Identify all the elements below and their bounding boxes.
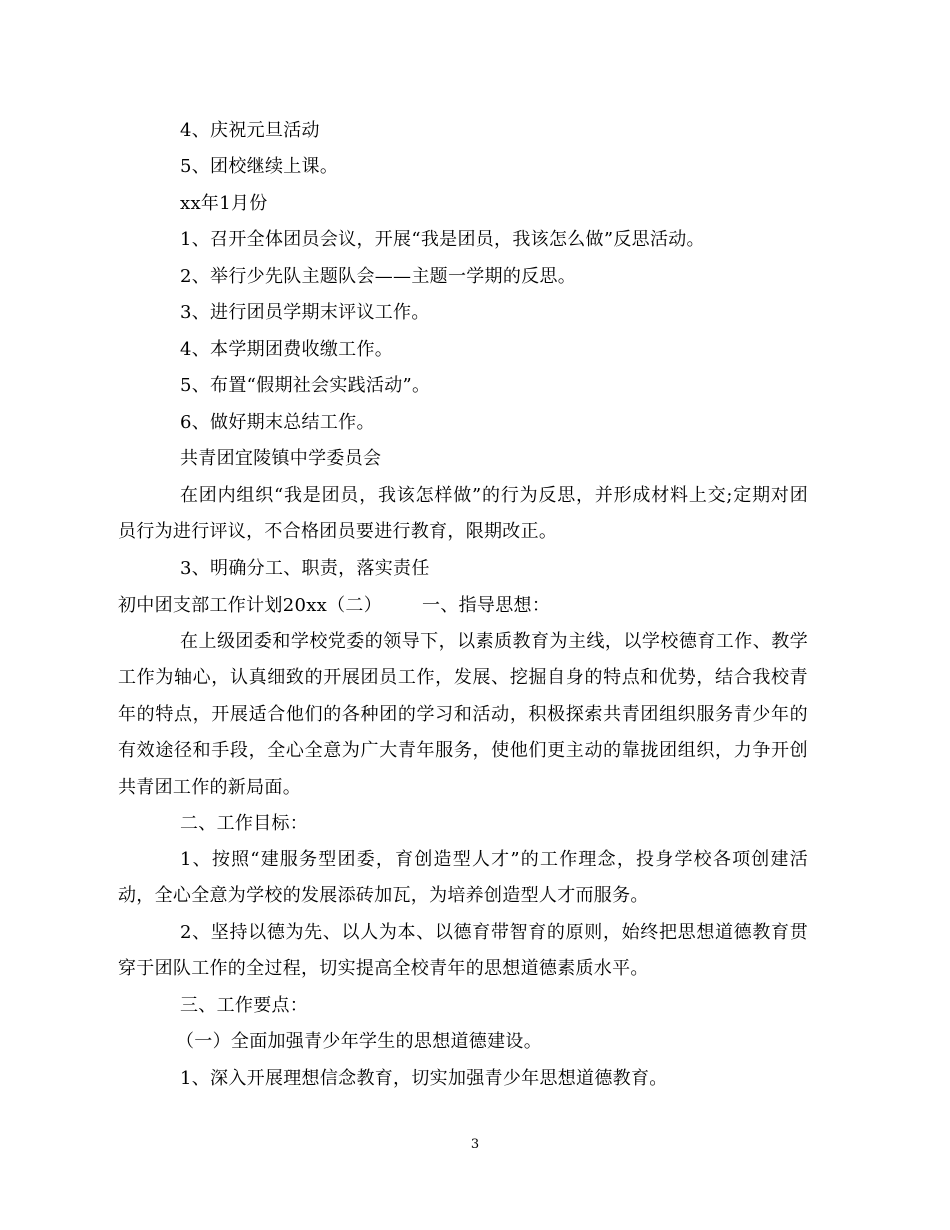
goal-paragraph: 1、按照“建服务型团委，育创造型人才”的工作理念，投身学校各项创建活动，全心全意为学校的发展添砖加瓦，为培养创造型人才而服务。 bbox=[118, 849, 808, 907]
list-item: 4、庆祝元旦活动 bbox=[180, 120, 320, 141]
page-number: 3 bbox=[470, 1137, 480, 1152]
list-item: 5、布置“假期社会实践活动”。 bbox=[180, 375, 431, 396]
section-heading: 二、工作目标： bbox=[180, 813, 309, 834]
list-item: 4、本学期团费收缴工作。 bbox=[180, 339, 394, 360]
organization-signature: 共青团宜陵镇中学委员会 bbox=[180, 448, 382, 469]
month-heading: xx年1月份 bbox=[180, 193, 268, 214]
guiding-paragraph: 在上级团委和学校党委的领导下，以素质教育为主线，以学校德育工作、教学工作为轴心，认真细致的开展团员工作，发展、挖掘自身的特点和优势，结合我校青年的特点，开展适合他们的各种团的学习和活动，积极探索共青团组织服务青少年的有效途径和手段，全心全意为广大青年服务，使他们更主动的靠拢团组织，力争开创共青团工作的新局面。 bbox=[118, 631, 808, 798]
list-item: 6、做好期末总结工作。 bbox=[180, 412, 375, 433]
plan-heading-row bbox=[118, 594, 550, 618]
list-item: 5、团校继续上课。 bbox=[180, 156, 339, 177]
list-item: 3、进行团员学期末评议工作。 bbox=[180, 302, 430, 323]
list-item: 1、召开全体团员会议，开展“我是团员，我该怎么做”反思活动。 bbox=[180, 229, 705, 250]
list-item: 3、明确分工、职责，落实责任 bbox=[180, 558, 430, 579]
goal-paragraph: 2、坚持以德为先、以人为本、以德育带智育的原则，始终把思想道德教育贯穿于团队工作的全过程，切实提高全校青年的思想道德素质水平。 bbox=[118, 922, 808, 980]
section-heading: 一、指导思想： bbox=[422, 595, 551, 616]
section-heading: 三、工作要点： bbox=[180, 995, 309, 1016]
list-item: 1、深入开展理想信念教育，切实加强青少年思想道德教育。 bbox=[180, 1068, 668, 1089]
subsection-heading: （一）全面加强青少年学生的思想道德建设。 bbox=[176, 1031, 542, 1052]
plan-title: 初中团支部工作计划20xx（二） bbox=[118, 595, 383, 616]
evaluation-paragraph: 在团内组织“我是团员，我该怎样做”的行为反思，并形成材料上交;定期对团员行为进行评议，不合格团员要进行教育，限期改正。 bbox=[118, 485, 808, 543]
list-item: 2、举行少先队主题队会——主题一学期的反思。 bbox=[180, 266, 577, 287]
